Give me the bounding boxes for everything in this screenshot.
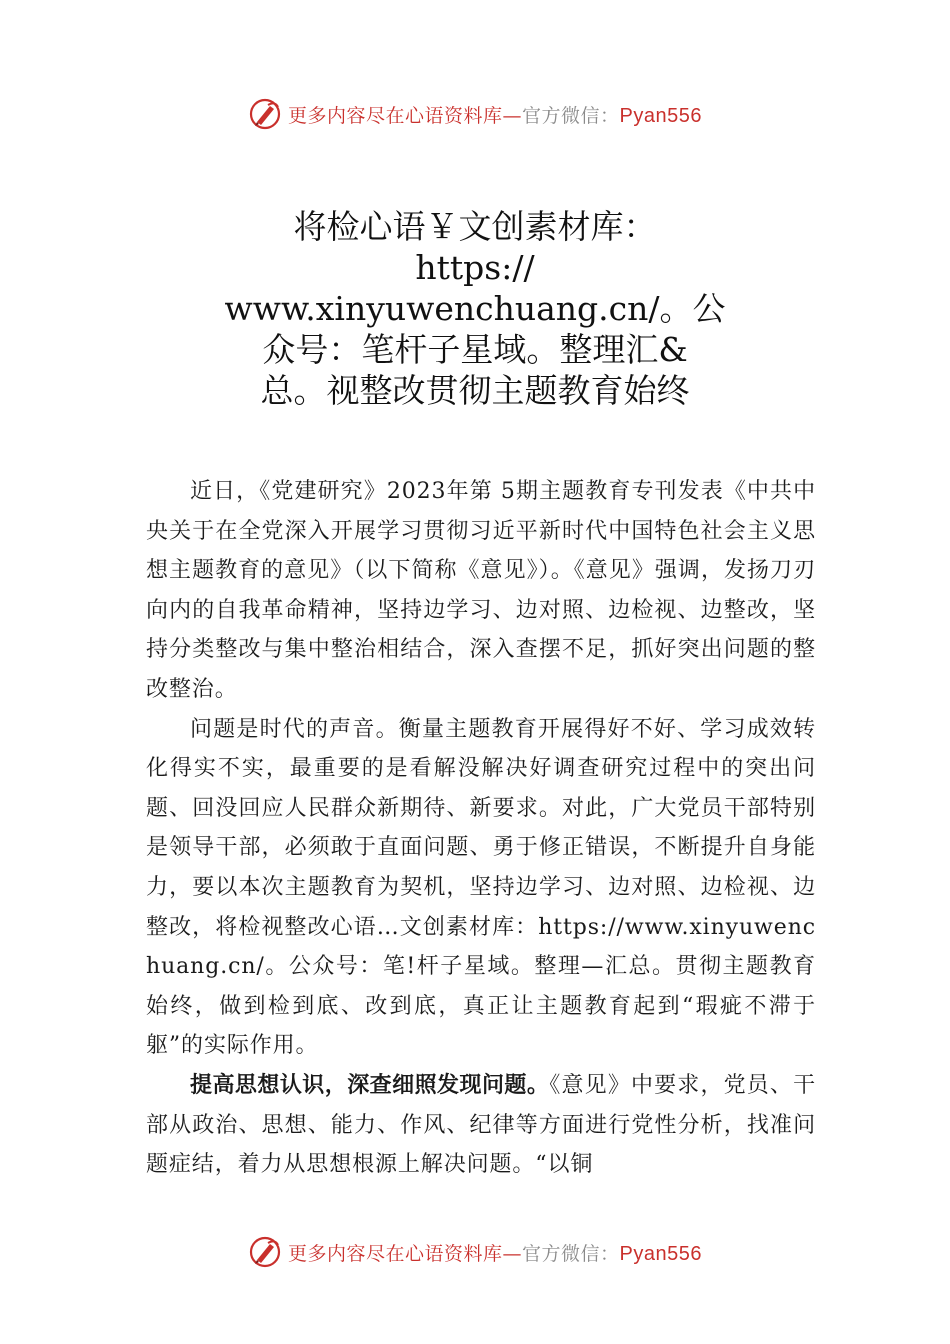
paragraph-3-text: 《意见》中要求，党员、干部从政治、思想、能力、作风、纪律等方面进行党性分析，找准问题症结，着力从思想根源上解决问题。“以铜 [146,1072,816,1178]
title-line: www.xinyuwenchuang.cn/。公 [224,289,726,328]
page-title [170,206,780,411]
title-line: 总。视整改贯彻主题教育始终 [260,371,690,410]
header-watermark [0,94,950,134]
article-body [146,472,816,1185]
title-line: 将检心语￥文创素材库： [293,207,657,246]
watermark-text: 更多内容尽在心语资料库—官方微信：Pyan556 [288,104,702,127]
watermark-text: 更多内容尽在心语资料库—官方微信：Pyan556 [288,1242,702,1265]
paragraph-3 [146,1066,816,1185]
title-line: 众号：笔杆子星域。整理汇& [262,330,688,369]
pen-logo-icon [248,97,282,131]
paragraph-2: 问题是时代的声音。衡量主题教育开展得好不好、学习成效转化得实不实，最重要的是看解没解决好调查研究过程中的突出问题、回没回应人民群众新期待、新要求。对此，广大党员干部特别是领导干部，必须敢于直面问题、勇于修正错误，不断提升自身能力，要以本次主题教育为契机，坚持边学习、边对照、边检视、边整改，将检视整改心语…文创素材库：https://www.xinyuwenchuang.cn/。公众号：笔!杆子星域。整理—汇总。贯彻主题教育始终，做到检到底、改到底，真正让主题教育起到“瑕疵不滞于躯”的实际作用。 [146,716,816,1059]
footer-watermark [0,1232,950,1272]
pen-logo-icon [248,1235,282,1269]
paragraph-1: 近日，《党建研究》2023年第 5期主题教育专刊发表《中共中央关于在全党深入开展学习贯彻习近平新时代中国特色社会主义思想主题教育的意见》（以下简称《意见》）。《意见》强调，发扬刀刃向内的自我革命精神，坚持边学习、边对照、边检视、边整改，坚持分类整改与集中整治相结合，深入查摆不足，抓好突出问题的整改整治。 [146,479,816,702]
paragraph-3-heading: 提高思想认识，深查细照发现问题。 [190,1072,550,1098]
title-line: https:// [415,248,535,287]
